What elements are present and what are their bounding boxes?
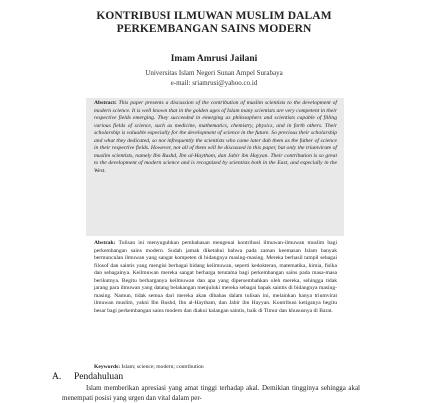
abstrak-label: Abstrak: [94, 240, 119, 246]
affiliation: Universitas Islam Negeri Sunan Ampel Surabaya [145, 69, 283, 77]
abstrak-text: Tulisan ini menyuguhkan pembahasan mengenai kontribusi ilmuwan-ilmuwan muslim bagi perkembangan sains modern. Sudah jamak diketahui bahwa pada zaman keemasan Islam banyak bermunculan ilmuwan yang sangat kompeten di bidangnya masing-masing. Mereka berhasil tampil sebagai filosof dan saintis yang mengisi berbagai bidang keilmuwan, seperti kedokteran, matematika, kimia, fisika dan sebagainya. Keilmuwan mereka sangat berharga terutama bagi perkembangan sains pada masa-masa berikutnya. Begitu berharganya keilmuwan dan apa yang dipersembahkan oleh mereka, sehingga tidak jarang para ilmuwan yang datang belakangan menjuluki mereka sebagai bapak saintis di bidangnya masing-masing. Namun, tidak semua dari mereka akan dibahas dalam tulisan ini, melainkan hanya triumvirat ilmuwan muslim, yakni Ibn Rushd, Ibn al-Haytham, dan Jabir ibn Hayyan. Kontribusi ketiganya begitu besar bagi perkembangan sains modern dan diakui kalangan saintis, baik di Timur dan khususnya di Barat. [94, 240, 338, 314]
paper-title [0, 10, 428, 36]
title-line-2: PERKEMBANGAN SAINS MODERN [116, 23, 312, 35]
body-paragraph: Islam memberikan apresiasi yang amat tinggi terhadap akal. Demikian tingginya sehingga akal menempati posisi yang urgen dan vital dalam per- [62, 384, 360, 402]
abstract-label: Abstract: [94, 100, 119, 106]
abstract-english [94, 100, 337, 175]
author-name: Imam Amrusi Jailani [170, 54, 258, 64]
abstract-indonesian [94, 240, 337, 315]
keywords-label: Keywords: [94, 364, 122, 370]
title-line-1: KONTRIBUSI ILMUWAN MUSLIM DALAM [96, 10, 332, 22]
abstract-text: This paper presents a discussion of the contribution of muslim scientists to the development of modern science. It is well known that in the golden ages of Islam many scientists are very competent in their respective fields emerging. They succeeded in emerging as philosophers and scientists capable of filling various fields of science, such as medicine, mathematics, chemistry, physics, and in forth others. Their scholarship is valuable especially for the development of science in the future. So precious their scholarship and what they dedicated, so not infrequently the scientists who came later dub them as the father of science in their respective fields. However, not all of them will be discussed in this paper, but only the triumvirate of muslim scientists, namely Ibn Rushd, Ibn al-Haytham, dan Jabir ibn Hayyan. Their contribution is so great to the development of modern science and is recognized by scientists both in the East, and especially in the West. [94, 100, 337, 174]
section-number: A. [52, 372, 62, 382]
section-title: Pendahuluan [74, 372, 124, 382]
affiliation-block [0, 68, 428, 88]
section-heading [52, 372, 123, 382]
keywords [94, 364, 337, 370]
keywords-text: Islam; science; modern; contribution [121, 364, 204, 370]
author-email: e-mail: sriamrusi@yahoo.co.id [170, 79, 258, 87]
